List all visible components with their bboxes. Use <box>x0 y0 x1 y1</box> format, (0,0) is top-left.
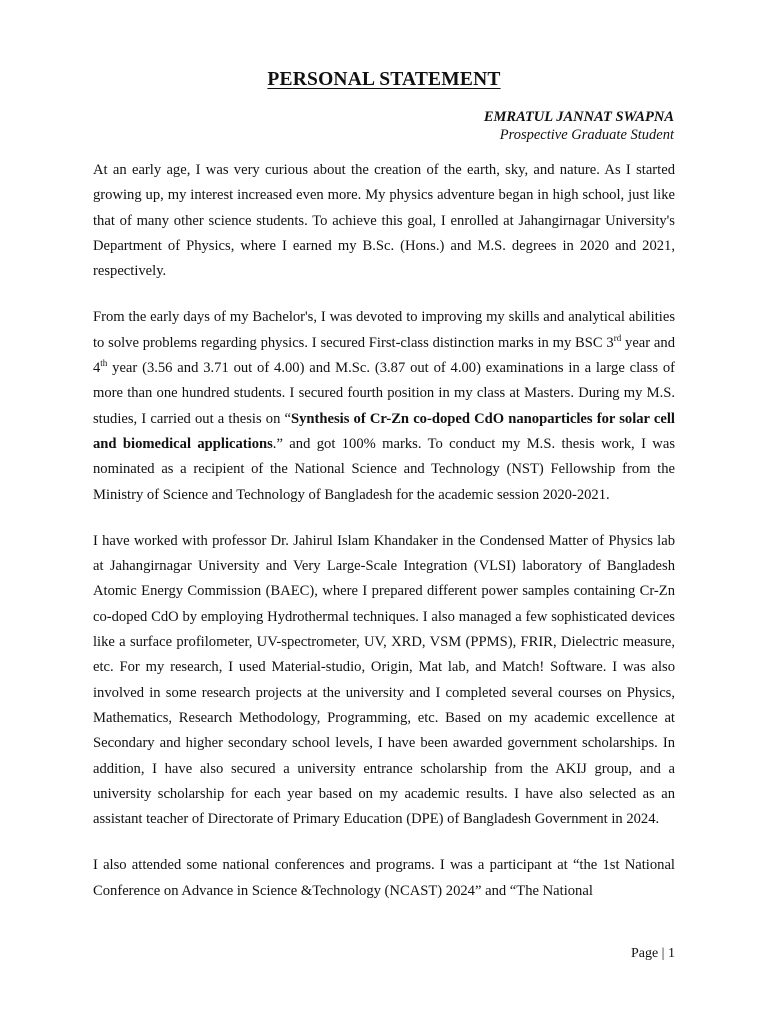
paragraph-2-part-d: .” and got 100% marks. To conduct my M.S. thesis work, I was nominated as a recipient of the National Science and Technology (NST) Fellowship from the Ministry of Science and Technology of Bangladesh for the academic session 2020-2021. <box>93 435 675 503</box>
ordinal-suffix-rd: rd <box>613 332 622 343</box>
page-title: PERSONAL STATEMENT <box>267 69 501 90</box>
paragraph-3: I have worked with professor Dr. Jahirul Islam Khandaker in the Condensed Matter of Physics lab at Jahangirnagar University and Very Large-Scale Integration (VLSI) laboratory of Bangladesh Atomic Energy Commission (BAEC), where I prepared different power samples containing Cr-Zn co-doped CdO by employing Hydrothermal techniques. I also managed a few sophisticated devices like a surface profilometer, UV-spectrometer, UV, XRD, VSM (PPMS), FRIR, Dielectric measure, etc. For my research, I used Material-studio, Origin, Mat lab, and Match! Software. I was also involved in some research projects at the university and I completed several courses on Physics, Mathematics, Research Methodology, Programming, etc. Based on my academic excellence at Secondary and higher secondary school levels, I have been awarded government scholarships. In addition, I have also secured a university entrance scholarship from the AKIJ group, and a university scholarship for each year based on my academic results. I have also selected as an assistant teacher of Directorate of Primary Education (DPE) of Bangladesh Government in 2024. <box>93 532 675 828</box>
ordinal-suffix-th: th <box>100 358 108 369</box>
author-name: EMRATUL JANNAT SWAPNA <box>483 109 674 125</box>
paragraph-4: I also attended some national conferences and programs. I was a participant at “the 1st National Conference on Advance in Science &Technology (NCAST) 2024” and “The National <box>93 857 675 899</box>
page-number: Page | 1 <box>630 946 675 961</box>
paragraph-2 <box>93 305 675 507</box>
paragraph-1: At an early age, I was very curious about the creation of the earth, sky, and nature. As I started growing up, my interest increased even more. My physics adventure began in high school, just like that of many other science students. To achieve this goal, I enrolled at Jahangirnagar University's Department of Physics, where I earned my B.Sc. (Hons.) and M.S. degrees in 2020 and 2021, respectively. <box>93 162 675 280</box>
paragraph-2-part-a: From the early days of my Bachelor's, I was devoted to improving my skills and analytical abilities to solve problems regarding physics. I secured First-class distinction marks in my BSC 3 <box>93 309 675 351</box>
paragraph-2-part-c: year (3.56 and 3.71 out of 4.00) and M.Sc. (3.87 out of 4.00) examinations in a large class of more than one hundred students. I secured fourth position in my class at Masters. During my M.S. studies, I carried out a thesis on “ <box>93 360 675 427</box>
author-role: Prospective Graduate Student <box>499 127 674 143</box>
thesis-title: Synthesis of Cr-Zn co-doped CdO nanoparticles for solar cell and biomedical applications <box>93 410 675 452</box>
author-block <box>484 108 674 144</box>
statement-body <box>93 158 675 925</box>
paragraph-2-part-b: year and 4 <box>93 334 676 377</box>
